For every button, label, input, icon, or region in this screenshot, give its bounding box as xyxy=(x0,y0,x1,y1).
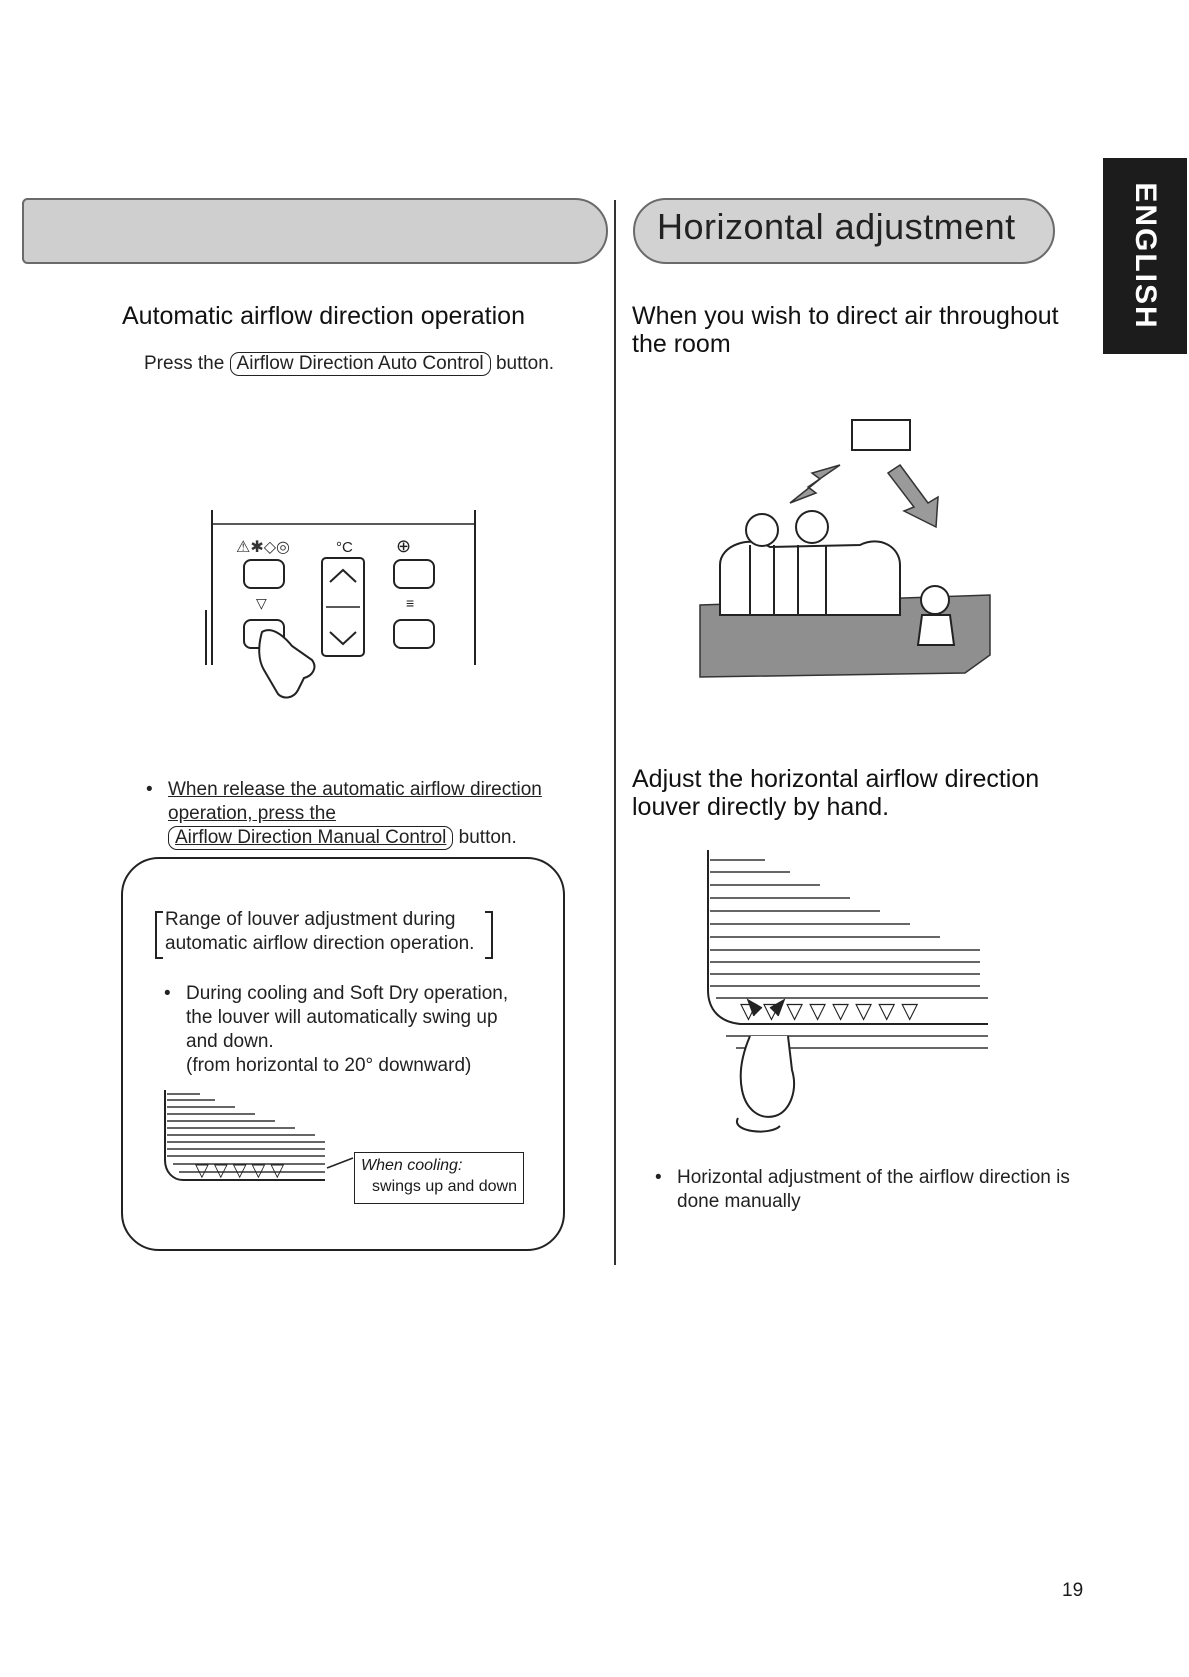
press-auto-instruction: Press the Airflow Direction Auto Control button. xyxy=(144,353,555,374)
svg-text:▽ ▽ ▽ ▽ ▽: ▽ ▽ ▽ ▽ ▽ xyxy=(195,1160,285,1180)
language-tab xyxy=(1103,158,1187,354)
manual-airflow-button xyxy=(394,620,434,648)
section-title-banner xyxy=(633,198,1055,264)
airflow-arrow-right-icon xyxy=(888,465,938,527)
column-divider xyxy=(614,200,616,1265)
remote-control-illustration xyxy=(200,500,490,710)
airflow-arrow-left-icon xyxy=(790,465,840,503)
father-icon xyxy=(796,511,828,543)
sofa-icon xyxy=(720,541,900,615)
language-tab-label: ENGLISH xyxy=(1129,182,1162,330)
release-instruction: • When release the automatic airflow direction operation, press the Airflow Direction Manual Control button. xyxy=(146,778,576,850)
small-louver-illustration xyxy=(155,1080,360,1195)
room-direction-heading: When you wish to direct air throughout the room xyxy=(632,302,1059,358)
left-heading: Automatic airflow direction operation xyxy=(122,302,525,330)
large-louver-illustration xyxy=(680,840,1000,1140)
airflow-manual-control-label: Airflow Direction Manual Control xyxy=(168,826,453,850)
svg-text:▽ ▽ ▽ ▽ ▽ ▽ ▽ ▽: ▽ ▽ ▽ ▽ ▽ ▽ ▽ ▽ xyxy=(740,998,919,1023)
mode-icons: ⚠✱◇◎ xyxy=(236,537,291,556)
indoor-unit-icon xyxy=(852,420,910,450)
manual-airflow-icon: ≡ xyxy=(406,595,415,611)
hand-adjust-heading: Adjust the horizontal airflow direction louver directly by hand. xyxy=(632,765,1040,821)
section-title: Horizontal adjustment xyxy=(657,206,1016,247)
left-section-banner xyxy=(22,198,608,264)
page-number: 19 xyxy=(1062,1580,1084,1601)
fan-button xyxy=(394,560,434,588)
room-airflow-illustration xyxy=(690,415,1000,685)
mother-icon xyxy=(746,514,778,546)
fan-icon: ⊕ xyxy=(396,536,412,557)
manual-adjust-note: • Horizontal adjustment of the airflow direction is done manually xyxy=(655,1166,1085,1214)
adjusting-hand-icon xyxy=(741,1036,794,1117)
temp-unit-label: °C xyxy=(336,539,353,556)
airflow-auto-control-label: Airflow Direction Auto Control xyxy=(230,352,491,376)
child-icon xyxy=(921,586,949,614)
pressing-hand-icon xyxy=(259,630,314,697)
note-title: Range of louver adjustment during automatic airflow direction operation. xyxy=(155,908,495,956)
auto-airflow-icon: ▽ xyxy=(256,595,267,611)
mode-button xyxy=(244,560,284,588)
note-bullet: • During cooling and Soft Dry operation, the louver will automatically swing up and down. (from horizontal to 20° downward) xyxy=(164,982,544,1078)
cooling-callout: When cooling: swings up and down xyxy=(354,1152,524,1204)
